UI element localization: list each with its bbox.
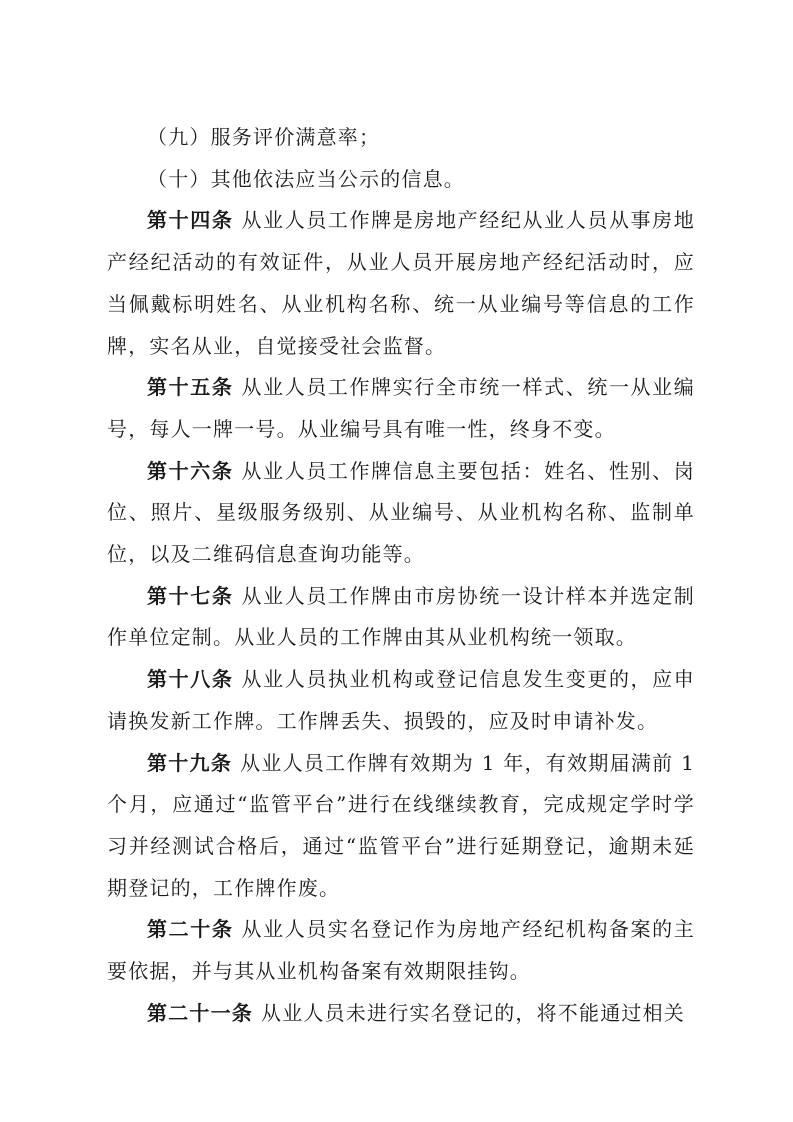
article-15 bbox=[107, 367, 695, 450]
article-19-heading: 第十九条 bbox=[147, 750, 233, 775]
article-20 bbox=[107, 909, 695, 992]
article-16-heading: 第十六条 bbox=[147, 458, 234, 483]
article-21 bbox=[107, 993, 695, 1035]
article-16 bbox=[107, 451, 695, 576]
article-21-heading: 第二十一条 bbox=[147, 1000, 253, 1025]
article-19 bbox=[107, 743, 695, 910]
article-19-text: 从业人员工作牌有效期为 1 年，有效期届满前 1 个月，应通过“监管平台”进行在线继续教育，完成规定学时学习并经测试合格后，通过“监管平台”进行延期登记，逾期未延期登记的，工作牌作废。 bbox=[107, 750, 695, 900]
document-body bbox=[107, 117, 695, 1034]
article-15-text: 从业人员工作牌实行全市统一样式、统一从业编号，每人一牌一号。从业编号具有唯一性，终身不变。 bbox=[107, 375, 695, 441]
item-nine bbox=[107, 117, 695, 159]
article-21-text: 从业人员未进行实名登记的，将不能通过相关 bbox=[261, 1000, 685, 1025]
article-17-text: 从业人员工作牌由市房协统一设计样本并选定制作单位定制。从业人员的工作牌由其从业机构统一领取。 bbox=[107, 583, 695, 650]
article-17 bbox=[107, 576, 695, 659]
article-20-text: 从业人员实名登记作为房地产经纪机构备案的主要依据，并与其从业机构备案有效期限挂钩。 bbox=[107, 917, 695, 984]
article-18-text: 从业人员执业机构或登记信息发生变更的，应申请换发新工作牌。工作牌丢失、损毁的，应及时申请补发。 bbox=[107, 667, 695, 733]
article-17-heading: 第十七条 bbox=[147, 583, 234, 608]
item-nine-text: （九）服务评价满意率； bbox=[147, 125, 381, 149]
article-18-heading: 第十八条 bbox=[147, 667, 234, 692]
item-ten-text: （十）其他依法应当公示的信息。 bbox=[147, 166, 465, 191]
article-14-heading: 第十四条 bbox=[147, 208, 234, 233]
article-18 bbox=[107, 659, 695, 742]
item-ten bbox=[107, 159, 695, 201]
article-16-text: 从业人员工作牌信息主要包括：姓名、性别、岗位、照片、星级服务级别、从业编号、从业机构名称、监制单位，以及二维码信息查询功能等。 bbox=[107, 458, 695, 567]
article-14-text: 从业人员工作牌是房地产经纪从业人员从事房地产经纪活动的有效证件，从业人员开展房地产经纪活动时，应当佩戴标明姓名、从业机构名称、统一从业编号等信息的工作牌，实名从业，自觉接受社会监督。 bbox=[107, 208, 695, 358]
article-15-heading: 第十五条 bbox=[147, 375, 234, 400]
article-14 bbox=[107, 200, 695, 367]
article-20-heading: 第二十条 bbox=[147, 917, 234, 942]
